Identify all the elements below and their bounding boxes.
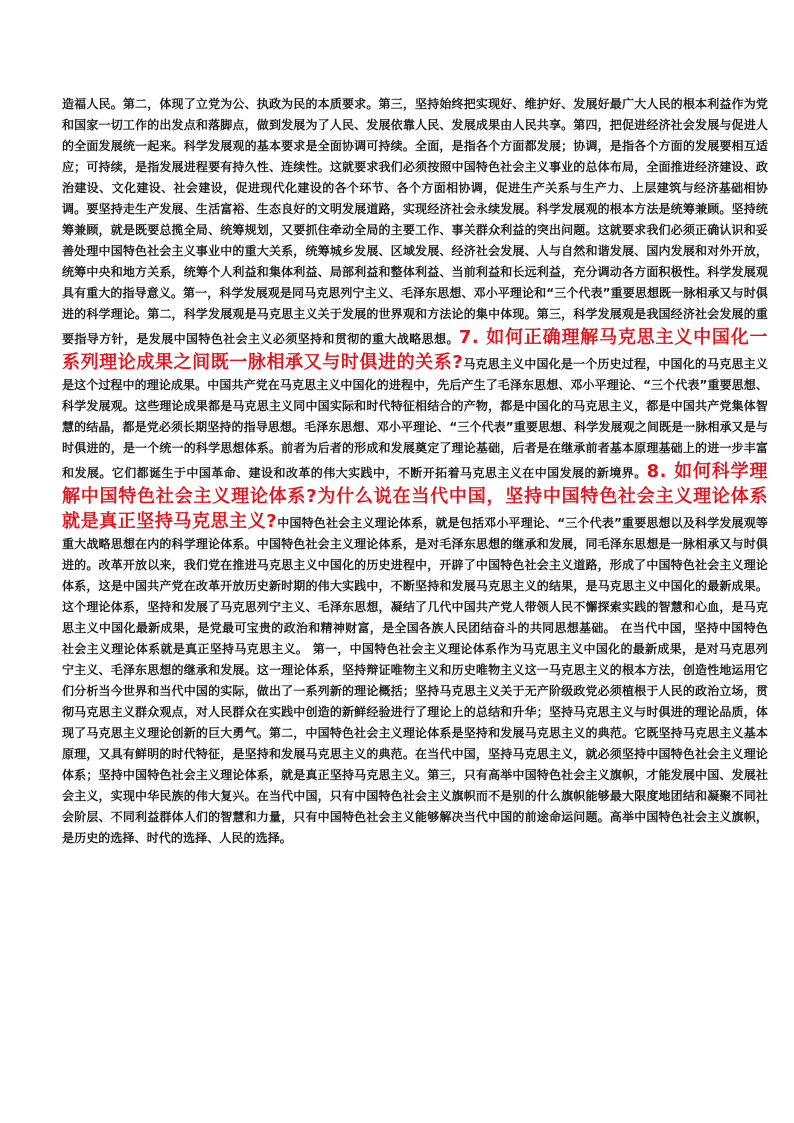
question-8-heading: 8. 如何科学理解中国特色社会主义理论体系?为什么说在当代中国，坚持中国特色社会主义理论体系就是真正坚持马克思主义? bbox=[62, 461, 768, 532]
body-paragraph-development: 造福人民。第二，体现了立党为公、执政为民的本质要求。第三，坚持始终把实现好、维护好、发展好最广大人民的根本利益作为党和国家一切工作的出发点和落脚点，做到发展为了人民、发展依靠人民、发展成果由人民共享。第四，把促进经济社会发展与促进人的全面发展统一起来。科学发展观的基本要求是全面协调可持续。全面，是指各个方面都发展；协调，是指各个方面的发展要相互适应；可持续，是指发展进程要有持久性、连续性。这就要求我们必须按照中国特色社会主义事业的总体布局，全面推进经济建设、政治建设、文化建设、社会建设，促进现代化建设的各个环节、各个方面相协调，促进生产关系与生产力、上层建筑与经济基础相协调。要坚持走生产发展、生活富裕、生态良好的文明发展道路，实现经济社会永续发展。科学发展观的根本方法是统筹兼顾。坚持统筹兼顾，就是既要总揽全局、统筹规划，又要抓住牵动全局的主要工作、事关群众利益的突出问题。这就要求我们必须正确认识和妥善处理中国特色社会主义事业中的重大关系，统筹城乡发展、区域发展、经济社会发展、人与自然和谐发展、国内发展和对外开放，统筹中央和地方关系，统筹个人利益和集体利益、局部利益和整体利益、当前利益和长远利益，充分调动各方面积极性。科学发展观具有重大的指导意义。第一，科学发展观是同马克思列宁主义、毛泽东思想、邓小平理论和“三个代表”重要思想既一脉相承又与时俱进的科学理论。第二，科学发展观是马克思主义关于发展的世界观和方法论的集中体现。第三，科学发展观是我国经济社会发展的重要指导方针，是发展中国特色社会主义必须坚持和贯彻的重大战略思想。 bbox=[62, 97, 768, 346]
document-page bbox=[62, 94, 768, 849]
body-paragraph-theory-system: 中国特色社会主义理论体系，就是包括邓小平理论、“三个代表”重要思想以及科学发展观等重大战略思想在内的科学理论体系。中国特色社会主义理论体系，是对毛泽东思想的继承和发展，同毛泽东思想是一脉相承又与时俱进的。改革开放以来，我们党在推进马克思主义中国化的历史进程中，开辟了中国特色社会主义道路，形成了中国特色社会主义理论体系，这是中国共产党在改革开放历史新时期的伟大实践中，不断坚持和发展马克思主义的结果，是马克思主义中国化的最新成果。这个理论体系，坚持和发展了马克思列宁主义、毛泽东思想，凝结了几代中国共产党人带领人民不懈探索实践的智慧和心血，是马克思主义中国化最新成果，是党最可宝贵的政治和精神财富，是全国各族人民团结奋斗的共同思想基础。 在当代中国，坚持中国特色社会主义理论体系就是真正坚持马克思主义。 第一，中国特色社会主义理论体系作为马克思主义中国化的最新成果，是对马克思列宁主义、毛泽东思想的继承和发展。这一理论体系，坚持辩证唯物主义和历史唯物主义这一马克思主义的根本方法，创造性地运用它们分析当今世界和当代中国的实际，做出了一系列新的理论概括；坚持马克思主义关于无产阶级政党必须植根于人民的政治立场，贯彻马克思主义群众观点，对人民群众在实践中创造的新鲜经验进行了理论上的总结和升华；坚持马克思主义与时俱进的理论品质，体现了马克思主义理论创新的巨大勇气。第二，中国特色社会主义理论体系是坚持和发展马克思主义的典范。它既坚持马克思主义基本原理，又具有鲜明的时代特征，是坚持和发展马克思主义的典范。在当代中国，坚持马克思主义，就必须坚持中国特色社会主义理论体系；坚持中国特色社会主义理论体系，就是真正坚持马克思主义。第三，只有高举中国特色社会主义旗帜，才能发展中国、发展社会主义，实现中华民族的伟大复兴。在当代中国，只有中国特色社会主义旗帜而不是别的什么旗帜能够最大限度地团结和凝聚不同社会阶层、不同利益群体人们的智慧和力量，只有中国特色社会主义能够解决当代中国的前途命运问题。高举中国特色社会主义旗帜，是历史的选择、时代的选择、人民的选择。 bbox=[62, 516, 768, 845]
body-paragraph-sinicization: 马克思主义中国化是一个历史过程，中国化的马克思主义是这个过程中的理论成果。中国共产党在马克思主义中国化的进程中，先后产生了毛泽东思想、邓小平理论、“三个代表”重要思想、科学发展观。这些理论成果都是马克思主义同中国实际和时代特征相结合的产物，都是中国化的马克思主义，都是中国共产党集体智慧的结晶，都是党必须长期坚持的指导思想。毛泽东思想、邓小平理论、“三个代表”重要思想、科学发展观之间既是一脉相承又是与时俱进的，是一个统一的科学思想体系。前者为后者的形成和发展奠定了理论基础，后者是在继承前者基本原理基础上的进一步丰富和发展。它们都诞生于中国革命、建设和改革的伟大实践中，不断开拓着马克思主义在中国发展的新境界。 bbox=[62, 357, 768, 480]
question-7-heading: 7. 如何正确理解马克思主义中国化一系列理论成果之间既一脉相承又与时俱进的关系? bbox=[62, 327, 768, 373]
